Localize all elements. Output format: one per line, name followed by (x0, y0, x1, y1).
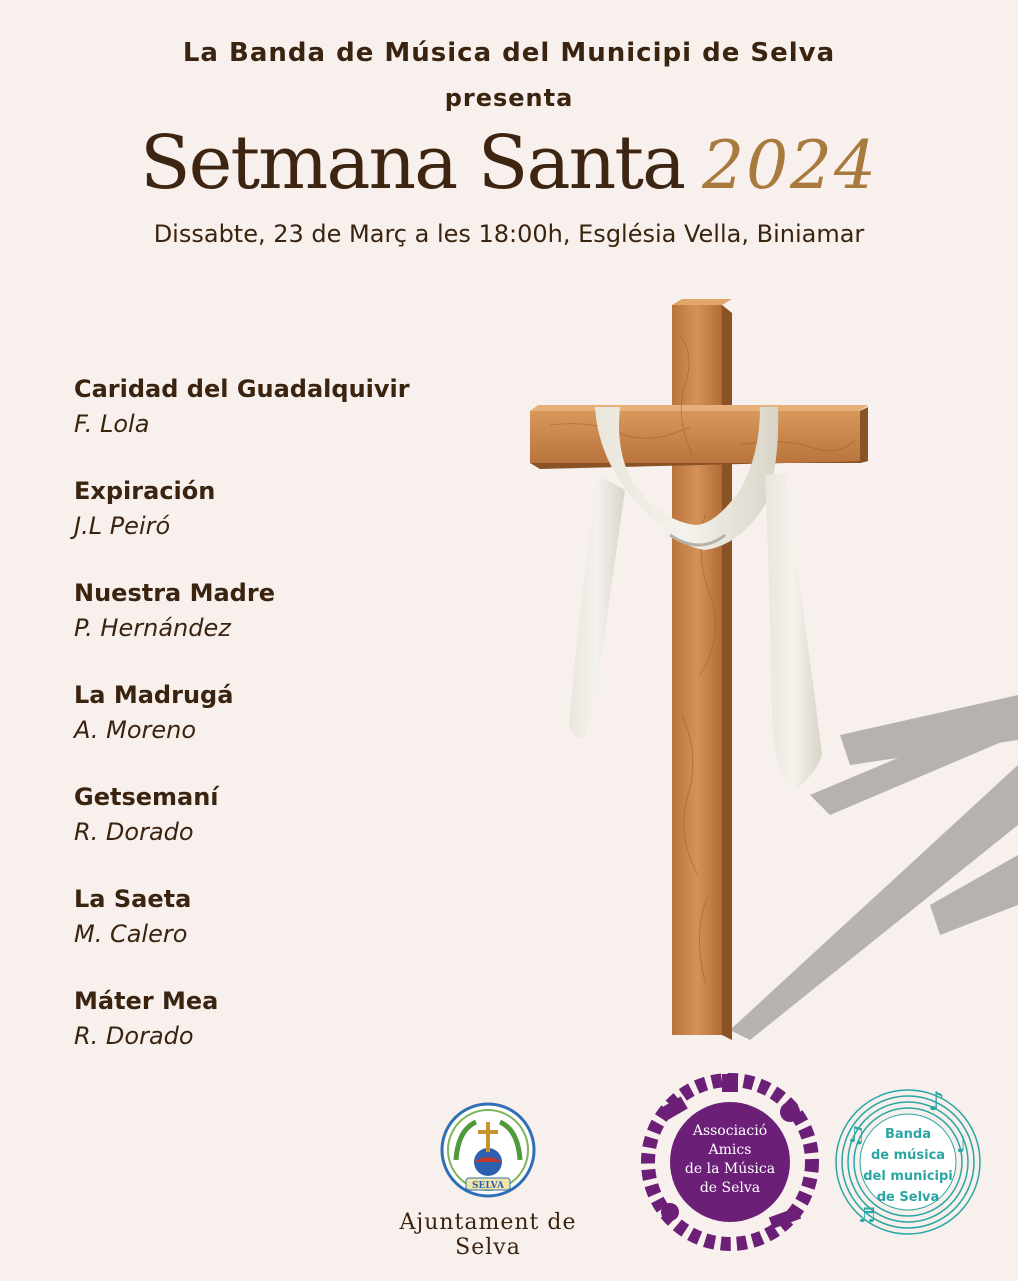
program-item (74, 678, 494, 780)
piece-title: Caridad del Guadalquivir (74, 375, 410, 403)
title-text: Setmana Santa (139, 120, 685, 206)
program-item (74, 576, 494, 678)
amics-text (680, 1122, 780, 1198)
banda-line: de música (870, 1148, 946, 1163)
event-details: Dissabte, 23 de Març a les 18:00h, Església Vella, Biniamar (153, 220, 865, 248)
presents-line: presenta (444, 84, 574, 112)
cross-horizontal-beam (530, 405, 868, 469)
piece-title: La Saeta (74, 885, 192, 913)
program-list (74, 372, 494, 1086)
svg-text:♩: ♩ (956, 1133, 967, 1158)
program-item (74, 882, 494, 984)
banda-line: de Selva (876, 1190, 940, 1205)
cross-illustration (510, 295, 1018, 1045)
piece-composer: R. Dorado (74, 818, 194, 846)
banda-line: del municipi (863, 1169, 953, 1184)
piece-title: Expiración (74, 477, 216, 505)
piece-composer: M. Calero (74, 920, 188, 948)
ajuntament-caption: Ajuntament de Selva (399, 1210, 577, 1260)
seal-text: SELVA (472, 1181, 504, 1191)
organizer-line: La Banda de Música del Municipi de Selva (182, 38, 836, 68)
amics-line: Amics (708, 1142, 752, 1158)
amics-line: Associació (692, 1123, 768, 1139)
selva-seal-icon (438, 1100, 538, 1200)
piece-composer: P. Hernández (74, 614, 231, 642)
piece-title: La Madrugá (74, 681, 234, 709)
piece-title: Máter Mea (74, 987, 219, 1015)
piece-title: Nuestra Madre (74, 579, 275, 607)
svg-text:♬: ♬ (858, 1203, 876, 1227)
piece-composer: J.L Peiró (74, 512, 171, 540)
amics-line: de la Música (684, 1161, 776, 1177)
title-year: 2024 (702, 127, 879, 204)
piece-composer: F. Lola (74, 410, 150, 438)
banda-line: Banda (884, 1127, 931, 1142)
svg-text:♫: ♫ (846, 1123, 866, 1148)
amics-line: de Selva (699, 1180, 761, 1196)
program-item (74, 780, 494, 882)
program-item (74, 372, 494, 474)
piece-composer: R. Dorado (74, 1022, 194, 1050)
piece-composer: A. Moreno (74, 716, 197, 744)
ajuntament-logo (368, 1100, 608, 1260)
event-title (0, 120, 1018, 206)
amics-logo (640, 1072, 820, 1252)
program-item (74, 474, 494, 576)
piece-title: Getsemaní (74, 783, 219, 811)
program-item (74, 984, 494, 1086)
banda-logo (828, 1082, 988, 1242)
svg-text:♪: ♪ (928, 1087, 945, 1117)
banda-text (848, 1124, 968, 1208)
cross-shadow (730, 695, 1018, 1040)
